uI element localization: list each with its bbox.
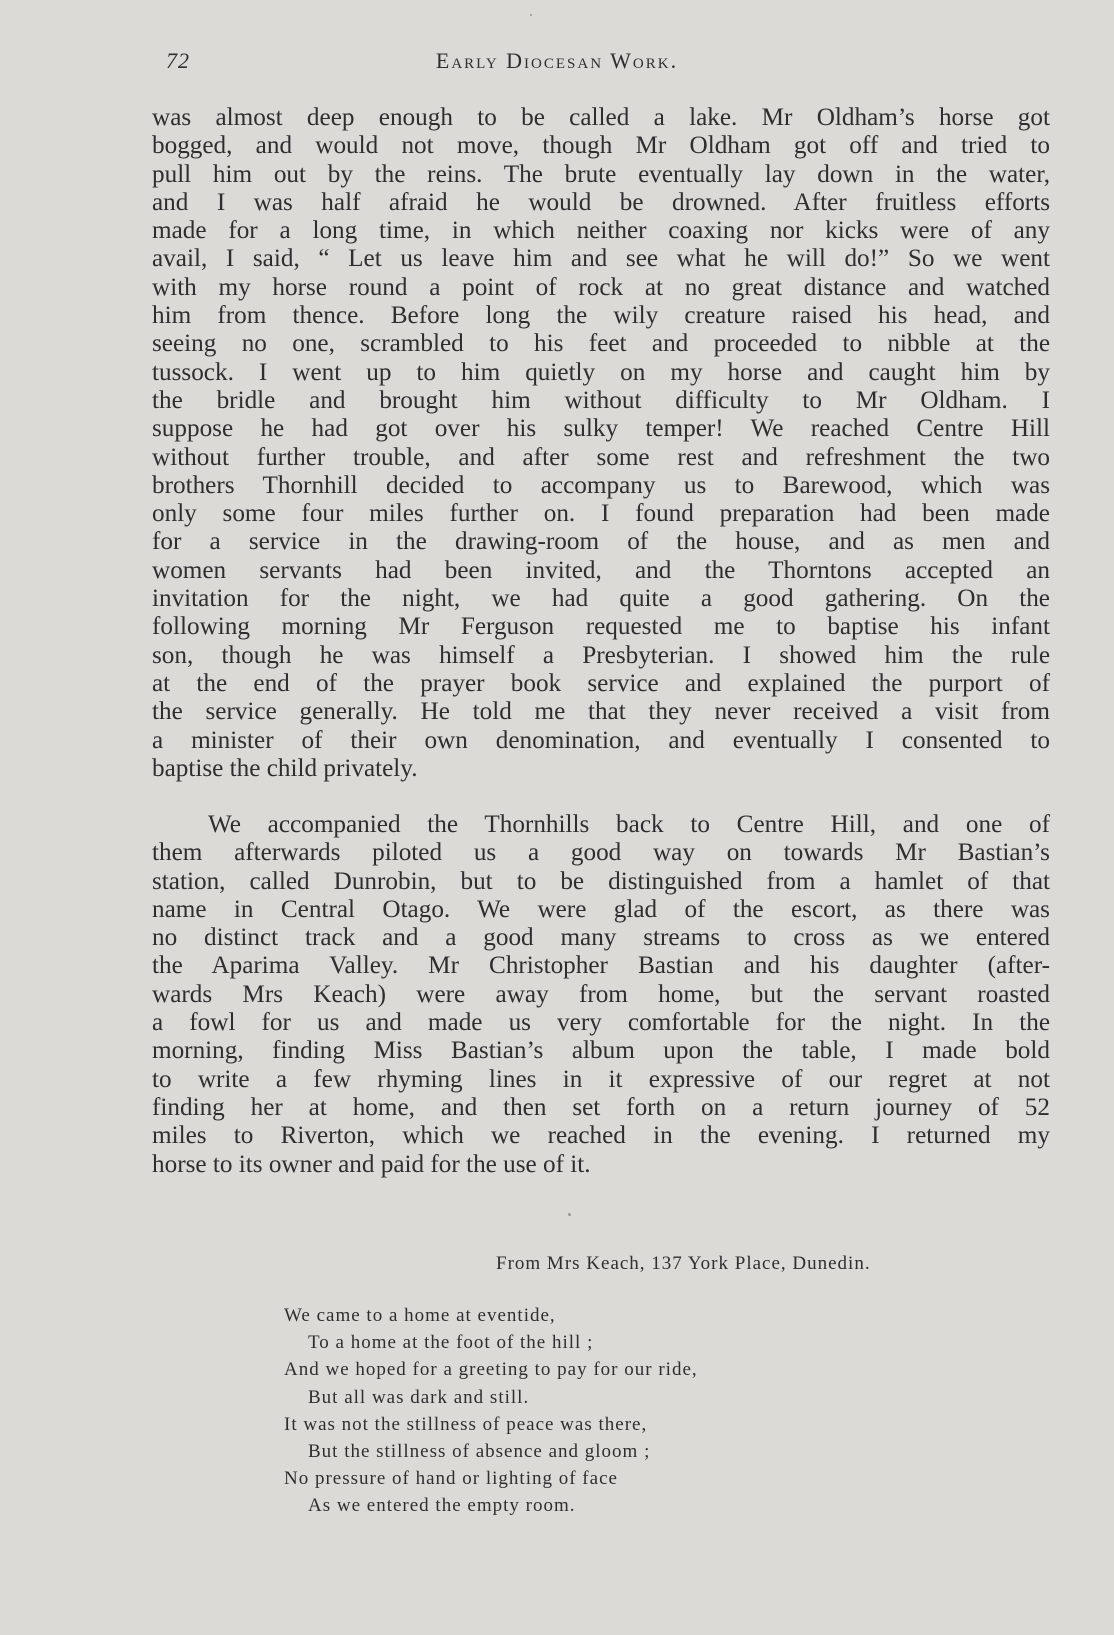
paragraph-1 <box>152 104 1050 783</box>
text-line: and I was half afraid he would be drowned. After fruitless efforts <box>152 188 1050 216</box>
text-line: son, though he was himself a Presbyterian. I showed him the rule <box>152 641 1050 669</box>
text-line: with my horse round a point of rock at no great distance and watched <box>152 273 1050 301</box>
text-line: only some four miles further on. I found preparation had been made <box>152 500 1050 528</box>
poem-line: And we hoped for a greeting to pay for our ride, <box>284 1359 698 1381</box>
text-line: brothers Thornhill decided to accompany us to Barewood, which was <box>152 471 1050 499</box>
text-line: a fowl for us and made us very comfortable for the night. In the <box>152 1009 1050 1037</box>
text-line: for a service in the drawing-room of the house, and as men and <box>152 528 1050 556</box>
text-line: pull him out by the reins. The brute eventually lay down in the water, <box>152 160 1050 188</box>
text-line: seeing no one, scrambled to his feet and proceeded to nibble at the <box>152 330 1050 358</box>
poem-line: But the stillness of absence and gloom ; <box>308 1441 651 1463</box>
text-line: the bridle and brought him without difficulty to Mr Oldham. I <box>152 386 1050 414</box>
paragraph-2 <box>152 811 1050 1179</box>
text-line: name in Central Otago. We were glad of the escort, as there was <box>152 895 1050 923</box>
text-line: him from thence. Before long the wily creature raised his head, and <box>152 302 1050 330</box>
text-line: them afterwards piloted us a good way on towards Mr Bastian’s <box>152 839 1050 867</box>
poem-line: To a home at the foot of the hill ; <box>308 1332 594 1354</box>
page-number: 72 <box>166 48 190 73</box>
text-line: made for a long time, in which neither coaxing nor kicks were of any <box>152 217 1050 245</box>
poem-line: As we entered the empty room. <box>308 1495 576 1517</box>
text-line: baptise the child privately. <box>152 754 418 782</box>
speck-mark <box>530 14 532 16</box>
poem-line: But all was dark and still. <box>308 1386 530 1408</box>
text-line: the service generally. He told me that they never received a visit from <box>152 698 1050 726</box>
text-line: the Aparima Valley. Mr Christopher Bastian and his daughter (after- <box>152 952 1050 980</box>
text-line: We accompanied the Thornhills back to Centre Hill, and one of <box>208 811 1050 838</box>
text-line: a minister of their own denomination, and eventually I consented to <box>152 726 1050 754</box>
text-line: wards Mrs Keach) were away from home, but the servant roasted <box>152 980 1050 1008</box>
text-line: miles to Riverton, which we reached in the evening. I returned my <box>152 1122 1050 1150</box>
text-line: women servants had been invited, and the Thorntons accepted an <box>152 556 1050 584</box>
text-line: bogged, and would not move, though Mr Oldham got off and tried to <box>152 132 1050 160</box>
text-line: following morning Mr Ferguson requested me to baptise his infant <box>152 613 1050 641</box>
text-line: suppose he had got over his sulky temper! We reached Centre Hill <box>152 415 1050 443</box>
text-line: finding her at home, and then set forth on a return journey of 52 <box>152 1093 1050 1121</box>
text-line: avail, I said, “ Let us leave him and see what he will do!” So we went <box>152 245 1050 273</box>
running-title: Early Diocesan Work. <box>435 48 679 73</box>
text-line: no distinct track and a good many streams to cross as we entered <box>152 924 1050 952</box>
text-line: station, called Dunrobin, but to be distinguished from a hamlet of that <box>152 867 1050 895</box>
text-line: at the end of the prayer book service and explained the purport of <box>152 669 1050 697</box>
poem <box>284 1302 698 1520</box>
poem-attribution: From Mrs Keach, 137 York Place, Dunedin. <box>496 1253 871 1274</box>
poem-line: No pressure of hand or lighting of face <box>284 1468 618 1490</box>
text-line: to write a few rhyming lines in it expressive of our regret at not <box>152 1065 1050 1093</box>
text-line: invitation for the night, we had quite a good gathering. On the <box>152 585 1050 613</box>
text-line: tussock. I went up to him quietly on my horse and caught him by <box>152 358 1050 386</box>
speck-mark <box>568 1213 571 1216</box>
text-line: without further trouble, and after some rest and refreshment the two <box>152 443 1050 471</box>
poem-line: It was not the stillness of peace was there, <box>284 1413 648 1435</box>
text-line: was almost deep enough to be called a lake. Mr Oldham’s horse got <box>152 104 1050 131</box>
text-line: horse to its owner and paid for the use of it. <box>152 1150 591 1178</box>
poem-line: We came to a home at eventide, <box>284 1305 556 1326</box>
text-line: morning, finding Miss Bastian’s album upon the table, I made bold <box>152 1037 1050 1065</box>
